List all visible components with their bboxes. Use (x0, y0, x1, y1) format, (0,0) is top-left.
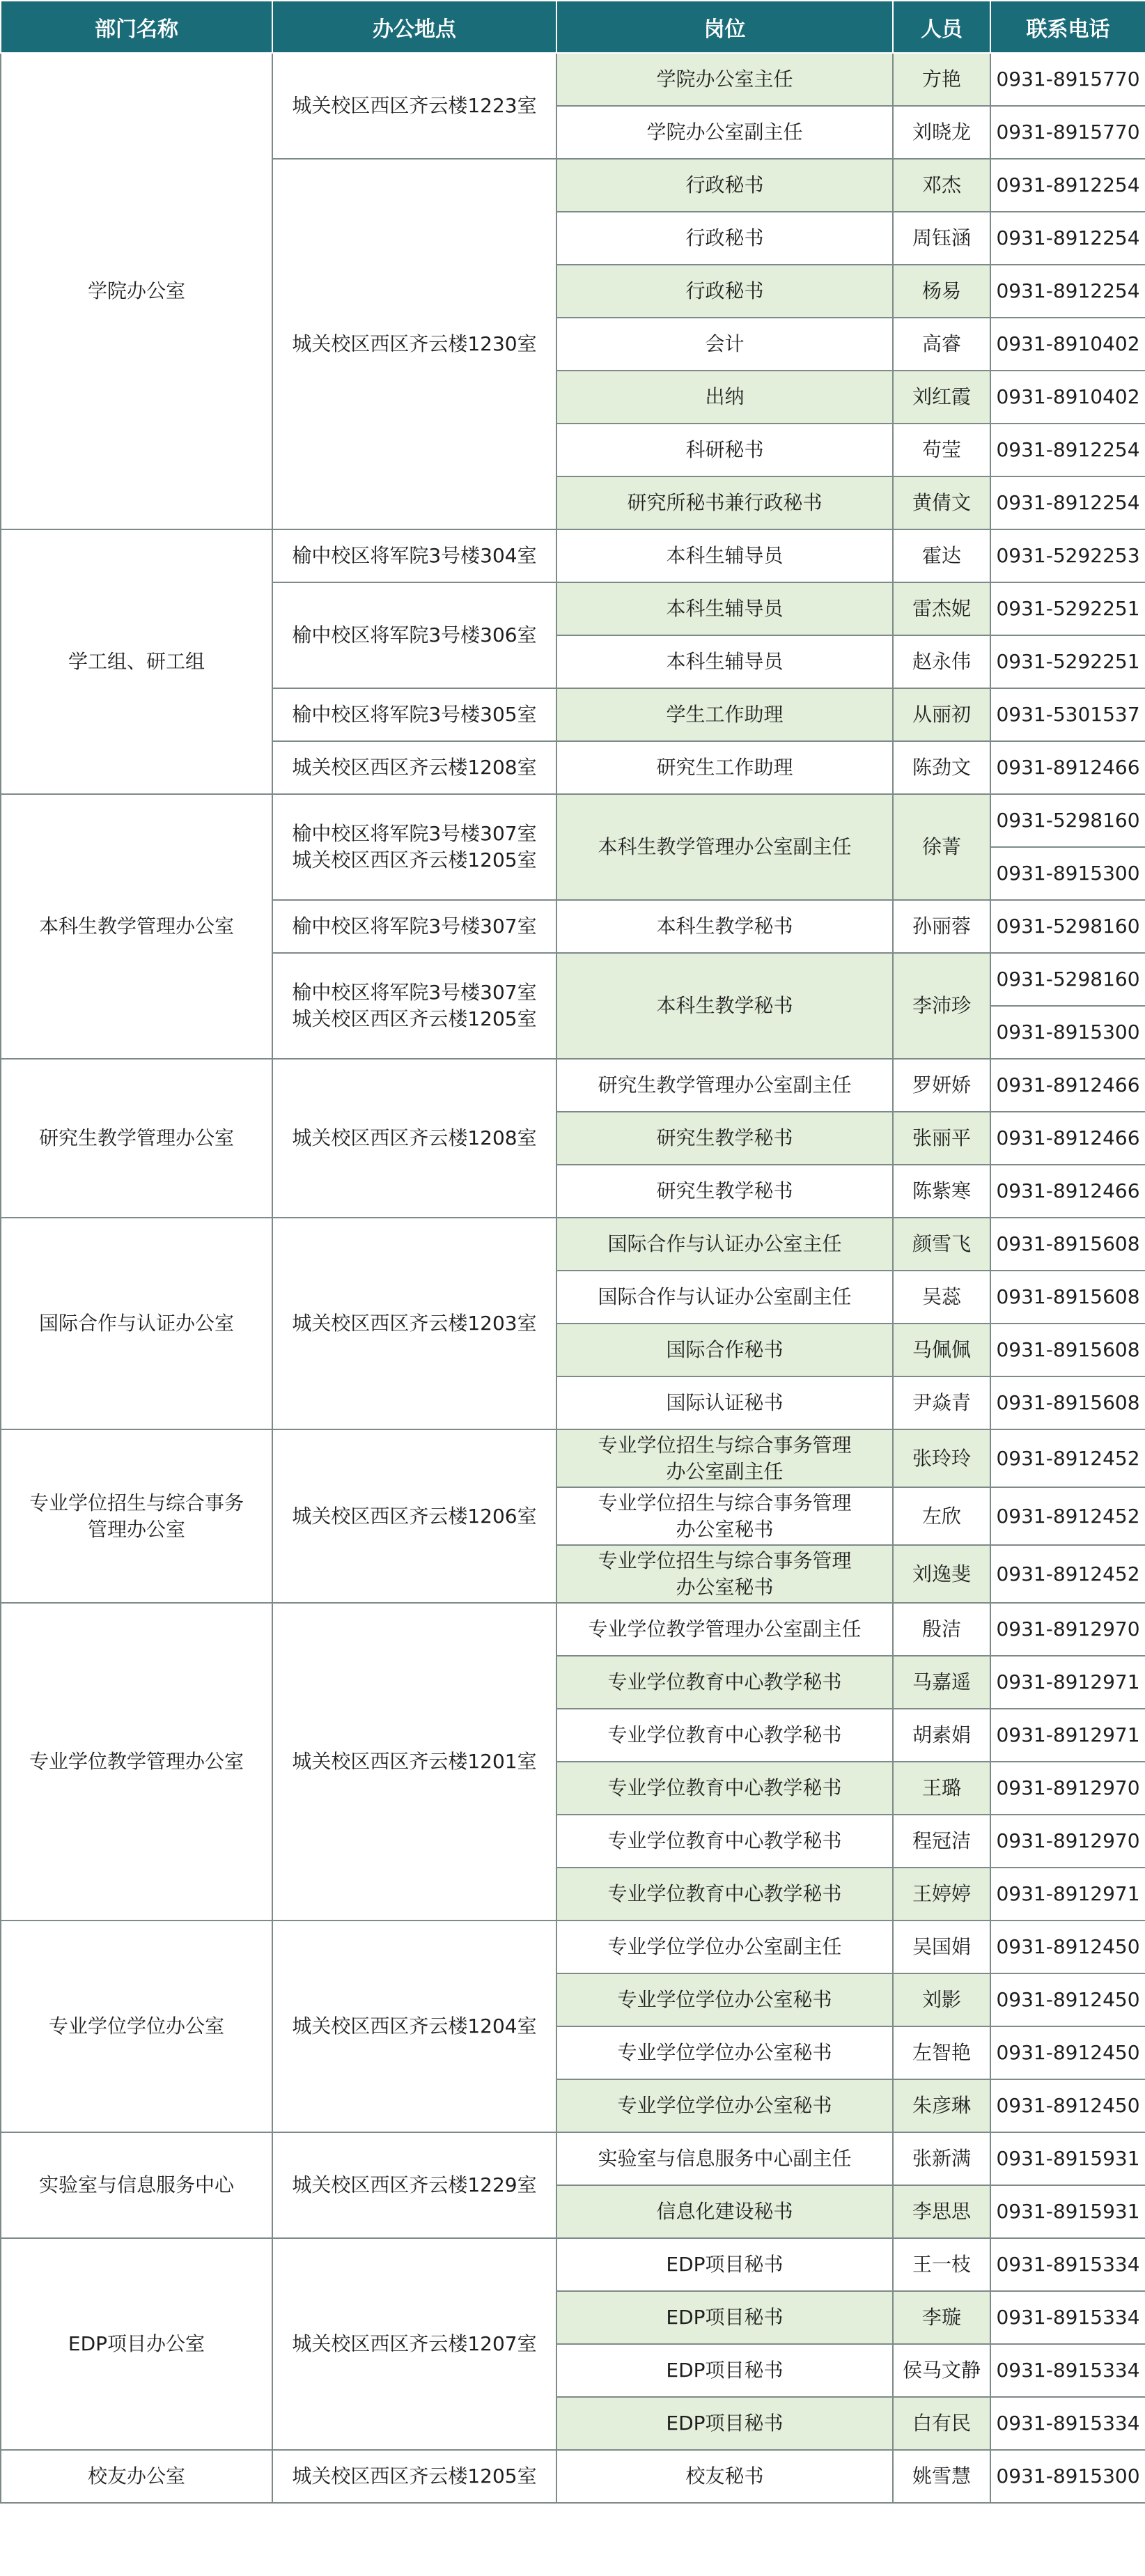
office-location: 城关校区西区齐云楼1208室 (272, 741, 556, 794)
phone-cell: 0931-8915334 (990, 2397, 1145, 2450)
person-cell: 王婷婷 (893, 1868, 990, 1921)
phone-cell: 0931-8915608 (990, 1376, 1145, 1429)
person-cell: 徐菁 (893, 794, 990, 900)
position-cell: 研究所秘书兼行政秘书 (556, 476, 893, 529)
phone-cell: 0931-8915334 (990, 2291, 1145, 2344)
phone-cell: 0931-8912466 (990, 1112, 1145, 1165)
phone-cell: 0931-5292253 (990, 529, 1145, 582)
header-row (1, 1, 1145, 53)
phone-cell: 0931-5298160 (990, 953, 1145, 1006)
position-cell: EDP项目秘书 (556, 2238, 893, 2291)
person-cell: 赵永伟 (893, 635, 990, 688)
position-cell: 国际合作与认证办公室副主任 (556, 1271, 893, 1324)
phone-cell: 0931-8912452 (990, 1545, 1145, 1603)
person-cell: 张丽平 (893, 1112, 990, 1165)
person-cell: 马嘉遥 (893, 1656, 990, 1709)
position-cell: 实验室与信息服务中心副主任 (556, 2132, 893, 2185)
position-cell: 学院办公室主任 (556, 53, 893, 106)
person-cell: 马佩佩 (893, 1324, 990, 1376)
office-location: 城关校区西区齐云楼1206室 (272, 1429, 556, 1603)
department-name: 学院办公室 (1, 53, 272, 529)
header-dept: 部门名称 (1, 1, 272, 53)
phone-cell: 0931-8912466 (990, 741, 1145, 794)
position-cell: 专业学位学位办公室秘书 (556, 2026, 893, 2079)
person-cell: 周钰涵 (893, 212, 990, 265)
department-name: 国际合作与认证办公室 (1, 1218, 272, 1429)
phone-cell: 0931-8910402 (990, 371, 1145, 424)
phone-cell: 0931-8912450 (990, 2079, 1145, 2132)
phone-cell: 0931-8915300 (990, 2450, 1145, 2503)
person-cell: 刘影 (893, 1973, 990, 2026)
person-cell: 颜雪飞 (893, 1218, 990, 1271)
position-cell: 行政秘书 (556, 265, 893, 318)
person-cell: 霍达 (893, 529, 990, 582)
person-cell: 孙丽蓉 (893, 900, 990, 953)
phone-cell: 0931-5301537 (990, 688, 1145, 741)
phone-cell: 0931-8912971 (990, 1709, 1145, 1762)
person-cell: 吴国娟 (893, 1921, 990, 1973)
position-cell: 研究生教学秘书 (556, 1112, 893, 1165)
phone-cell: 0931-8912970 (990, 1603, 1145, 1656)
department-name: 研究生教学管理办公室 (1, 1059, 272, 1218)
table-row (1, 1921, 1145, 1973)
phone-cell: 0931-8915608 (990, 1218, 1145, 1271)
office-location: 榆中校区将军院3号楼305室 (272, 688, 556, 741)
person-cell: 白有民 (893, 2397, 990, 2450)
position-cell: 专业学位学位办公室副主任 (556, 1921, 893, 1973)
position-cell: 研究生教学管理办公室副主任 (556, 1059, 893, 1112)
person-cell: 高睿 (893, 318, 990, 371)
person-cell: 黄倩文 (893, 476, 990, 529)
person-cell: 刘逸斐 (893, 1545, 990, 1603)
position-cell: 学生工作助理 (556, 688, 893, 741)
phone-cell: 0931-5298160 (990, 900, 1145, 953)
person-cell: 张新满 (893, 2132, 990, 2185)
table-row (1, 2132, 1145, 2185)
position-cell: 本科生教学秘书 (556, 900, 893, 953)
position-cell: 信息化建设秘书 (556, 2185, 893, 2238)
person-cell: 李沛珍 (893, 953, 990, 1059)
person-cell: 朱彦琳 (893, 2079, 990, 2132)
position-cell: 国际认证秘书 (556, 1376, 893, 1429)
department-name: 实验室与信息服务中心 (1, 2132, 272, 2238)
table-row (1, 1429, 1145, 1487)
position-cell: 本科生辅导员 (556, 529, 893, 582)
person-cell: 刘红霞 (893, 371, 990, 424)
phone-cell: 0931-5298160 (990, 794, 1145, 847)
phone-cell: 0931-8915334 (990, 2344, 1145, 2397)
office-location: 城关校区西区齐云楼1201室 (272, 1603, 556, 1921)
person-cell: 张玲玲 (893, 1429, 990, 1487)
phone-cell: 0931-8912971 (990, 1656, 1145, 1709)
position-cell: 专业学位招生与综合事务管理 办公室秘书 (556, 1487, 893, 1545)
person-cell: 李璇 (893, 2291, 990, 2344)
header-phone: 联系电话 (990, 1, 1145, 53)
person-cell: 罗妍娇 (893, 1059, 990, 1112)
position-cell: 出纳 (556, 371, 893, 424)
position-cell: 专业学位教育中心教学秘书 (556, 1709, 893, 1762)
position-cell: 科研秘书 (556, 424, 893, 476)
office-location: 城关校区西区齐云楼1208室 (272, 1059, 556, 1218)
person-cell: 胡素娟 (893, 1709, 990, 1762)
phone-cell: 0931-5292251 (990, 635, 1145, 688)
phone-cell: 0931-8915300 (990, 847, 1145, 900)
person-cell: 侯马文静 (893, 2344, 990, 2397)
directory-body (1, 53, 1145, 2503)
table-row (1, 2450, 1145, 2503)
position-cell: 专业学位学位办公室秘书 (556, 2079, 893, 2132)
person-cell: 刘晓龙 (893, 106, 990, 159)
table-row (1, 53, 1145, 106)
department-name: 校友办公室 (1, 2450, 272, 2503)
office-location: 城关校区西区齐云楼1205室 (272, 2450, 556, 2503)
department-name: 专业学位学位办公室 (1, 1921, 272, 2132)
person-cell: 程冠洁 (893, 1815, 990, 1868)
person-cell: 邓杰 (893, 159, 990, 212)
person-cell: 陈紫寒 (893, 1165, 990, 1218)
phone-cell: 0931-8912452 (990, 1429, 1145, 1487)
phone-cell: 0931-8912450 (990, 1921, 1145, 1973)
phone-cell: 0931-8912254 (990, 265, 1145, 318)
office-location: 榆中校区将军院3号楼307室 城关校区西区齐云楼1205室 (272, 953, 556, 1059)
table-row (1, 1059, 1145, 1112)
position-cell: 国际合作秘书 (556, 1324, 893, 1376)
header-person: 人员 (893, 1, 990, 53)
office-location: 城关校区西区齐云楼1203室 (272, 1218, 556, 1429)
department-name: EDP项目办公室 (1, 2238, 272, 2450)
phone-cell: 0931-8912466 (990, 1165, 1145, 1218)
person-cell: 苟莹 (893, 424, 990, 476)
position-cell: 行政秘书 (556, 159, 893, 212)
header-position: 岗位 (556, 1, 893, 53)
position-cell: 本科生教学秘书 (556, 953, 893, 1059)
phone-cell: 0931-8912970 (990, 1815, 1145, 1868)
position-cell: 本科生辅导员 (556, 582, 893, 635)
position-cell: 校友秘书 (556, 2450, 893, 2503)
person-cell: 姚雪慧 (893, 2450, 990, 2503)
position-cell: 本科生辅导员 (556, 635, 893, 688)
phone-cell: 0931-8915931 (990, 2132, 1145, 2185)
office-location: 榆中校区将军院3号楼306室 (272, 582, 556, 688)
phone-cell: 0931-8915608 (990, 1324, 1145, 1376)
office-location: 榆中校区将军院3号楼307室 城关校区西区齐云楼1205室 (272, 794, 556, 900)
position-cell: 行政秘书 (556, 212, 893, 265)
person-cell: 方艳 (893, 53, 990, 106)
person-cell: 杨易 (893, 265, 990, 318)
table-row (1, 794, 1145, 847)
department-name: 专业学位招生与综合事务 管理办公室 (1, 1429, 272, 1603)
phone-cell: 0931-8910402 (990, 318, 1145, 371)
person-cell: 殷洁 (893, 1603, 990, 1656)
phone-cell: 0931-8912254 (990, 476, 1145, 529)
phone-cell: 0931-8912254 (990, 212, 1145, 265)
department-name: 学工组、研工组 (1, 529, 272, 794)
position-cell: EDP项目秘书 (556, 2291, 893, 2344)
phone-cell: 0931-8912254 (990, 159, 1145, 212)
phone-cell: 0931-8912452 (990, 1487, 1145, 1545)
position-cell: 专业学位教育中心教学秘书 (556, 1868, 893, 1921)
position-cell: 研究生工作助理 (556, 741, 893, 794)
department-name: 本科生教学管理办公室 (1, 794, 272, 1059)
person-cell: 从丽初 (893, 688, 990, 741)
phone-cell: 0931-8912971 (990, 1868, 1145, 1921)
person-cell: 雷杰妮 (893, 582, 990, 635)
position-cell: 专业学位教育中心教学秘书 (556, 1762, 893, 1815)
position-cell: 专业学位教学管理办公室副主任 (556, 1603, 893, 1656)
table-row (1, 529, 1145, 582)
phone-cell: 0931-8915608 (990, 1271, 1145, 1324)
office-location: 城关校区西区齐云楼1223室 (272, 53, 556, 159)
phone-cell: 0931-8912466 (990, 1059, 1145, 1112)
person-cell: 左智艳 (893, 2026, 990, 2079)
office-location: 城关校区西区齐云楼1230室 (272, 159, 556, 529)
office-location: 城关校区西区齐云楼1207室 (272, 2238, 556, 2450)
phone-cell: 0931-8912450 (990, 2026, 1145, 2079)
office-location: 榆中校区将军院3号楼307室 (272, 900, 556, 953)
position-cell: EDP项目秘书 (556, 2344, 893, 2397)
position-cell: 专业学位学位办公室秘书 (556, 1973, 893, 2026)
position-cell: 专业学位招生与综合事务管理 办公室副主任 (556, 1429, 893, 1487)
phone-cell: 0931-8915770 (990, 53, 1145, 106)
office-location: 城关校区西区齐云楼1229室 (272, 2132, 556, 2238)
position-cell: 本科生教学管理办公室副主任 (556, 794, 893, 900)
position-cell: 会计 (556, 318, 893, 371)
phone-cell: 0931-8912450 (990, 1973, 1145, 2026)
phone-cell: 0931-8915334 (990, 2238, 1145, 2291)
person-cell: 王璐 (893, 1762, 990, 1815)
table-row (1, 1603, 1145, 1656)
position-cell: 国际合作与认证办公室主任 (556, 1218, 893, 1271)
phone-cell: 0931-8912254 (990, 424, 1145, 476)
table-row (1, 1218, 1145, 1271)
position-cell: 专业学位招生与综合事务管理 办公室秘书 (556, 1545, 893, 1603)
person-cell: 李思思 (893, 2185, 990, 2238)
phone-cell: 0931-8915300 (990, 1006, 1145, 1059)
person-cell: 左欣 (893, 1487, 990, 1545)
phone-cell: 0931-8915770 (990, 106, 1145, 159)
person-cell: 陈劲文 (893, 741, 990, 794)
phone-cell: 0931-5292251 (990, 582, 1145, 635)
person-cell: 尹焱青 (893, 1376, 990, 1429)
position-cell: 研究生教学秘书 (556, 1165, 893, 1218)
person-cell: 吴蕊 (893, 1271, 990, 1324)
phone-cell: 0931-8912970 (990, 1762, 1145, 1815)
person-cell: 王一枝 (893, 2238, 990, 2291)
office-location: 榆中校区将军院3号楼304室 (272, 529, 556, 582)
position-cell: 专业学位教育中心教学秘书 (556, 1656, 893, 1709)
department-name: 专业学位教学管理办公室 (1, 1603, 272, 1921)
position-cell: 学院办公室副主任 (556, 106, 893, 159)
position-cell: EDP项目秘书 (556, 2397, 893, 2450)
header-location: 办公地点 (272, 1, 556, 53)
position-cell: 专业学位教育中心教学秘书 (556, 1815, 893, 1868)
table-row (1, 2238, 1145, 2291)
office-location: 城关校区西区齐云楼1204室 (272, 1921, 556, 2132)
phone-cell: 0931-8915931 (990, 2185, 1145, 2238)
